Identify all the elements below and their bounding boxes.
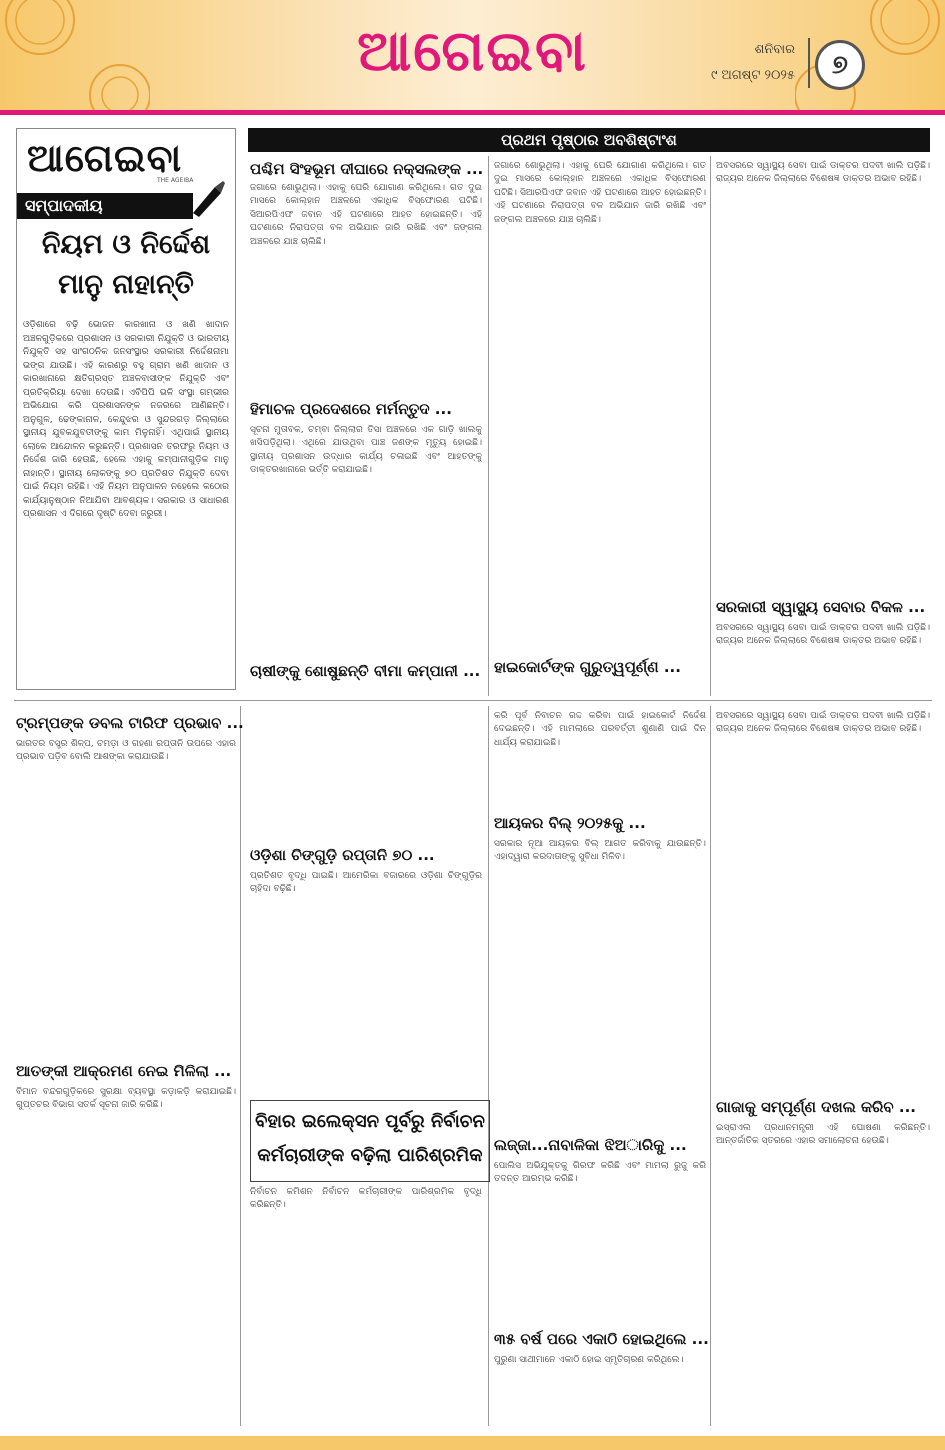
story-body: ସୂଚନା ମୁତାବକ, ଚମ୍ବା ଜିଲ୍ଲାର ତିସା ଅଞ୍ଚଳରେ ଏକ ଗାଡ଼ି ଖାଲକୁ ଖସିପଡ଼ିଥିଲା। ଏଥିରେ ଯାଉଥିବା ପାଞ୍ଚ ଜଣଙ୍କ ମୃତ୍ୟୁ ହୋଇଛି। ସ୍ଥାନୀୟ ପ୍ରଶାସନ ଉଦ୍ଧାର କାର୍ଯ୍ୟ ଚଳାଇଛି ଏବଂ ଆହତଙ୍କୁ ଡାକ୍ତରଖାନାରେ ଭର୍ତ୍ତି କରାଯାଇଛି। [250,425,482,476]
story-body: ଅବସରରେ ସ୍ୱାସ୍ଥ୍ୟ ସେବା ପାଇଁ ଡାକ୍ତର ପଦବୀ ଖାଲି ପଡ଼ିଛି। ରାଜ୍ୟର ଅନେକ ଜିଲ୍ଲାରେ ବିଶେଷଜ୍ଞ ଡାକ୍ତର ଅଭାବ ରହିଛି। [716,623,930,647]
newspaper-title: ଆଗେଇବା [357,18,588,84]
column-divider [710,706,711,1426]
story-headline: ପଶ୍ଚିମ ସିଂହଭୂମ ଦୀଘାରେ ନକ୍ସଲଙ୍କ ... [250,160,484,178]
editorial-logo: ଆଗେଇବା [27,135,183,180]
editorial-headline: ନିୟମ ଓ ନିର୍ଦ୍ଦେଶ ମାନୁ ନାହାନ୍ତି [41,229,211,300]
bihar-story-box [250,1100,490,1182]
story-body: ସରକାର ନୂଆ ଆୟକର ବିଲ୍ ଆଗତ କରିବାକୁ ଯାଉଛନ୍ତି। ଏହାଦ୍ୱାରା କରଦାତାଙ୍କୁ ସୁବିଧା ମିଳିବ। [494,839,706,863]
story-body: କରି ପୂର୍ବ ନିବାଚନ ରଦ୍ଦ କରିବା ପାଇଁ ହାଇକୋର୍ଟ ନିର୍ଦ୍ଦେଶ ଦେଇଛନ୍ତି। ଏହି ମାମଲାରେ ପରବର୍ତ୍ତୀ ଶୁଣାଣି ପାଇଁ ଦିନ ଧାର୍ଯ୍ୟ କରାଯାଇଛି। [494,711,706,748]
story-headline: ହିମାଚଳ ପ୍ରଦେଶରେ ମର୍ମନ୍ତୁଦ ... [250,400,452,418]
editorial-box [16,128,236,690]
story-body: ଭାରତର ବସ୍ତ୍ର ଶିଳ୍ପ, ଚମଡ଼ା ଓ ଗହଣା ରପ୍ତାନି ଉପରେ ଏହାର ପ୍ରଭାବ ପଡ଼ିବ ବୋଲି ଆଶଙ୍କା କରାଯାଉଛି। [16,739,236,763]
section-title: ପ୍ରଥମ ପୃଷ୍ଠାର ଅବଶିଷ୍ଟାଂଶ [248,128,930,152]
story-headline: ଲଜ୍ଜା...ନାବାଳିକା ଝିଅାରିକୁ ... [494,1136,687,1154]
story-body: ଅବସରରେ ସ୍ୱାସ୍ଥ୍ୟ ସେବା ପାଇଁ ଡାକ୍ତର ପଦବୀ ଖାଲି ପଡ଼ିଛି। ରାଜ୍ୟର ଅନେକ ଜିଲ୍ଲାରେ ବିଶେଷଜ୍ଞ ଡାକ୍ତର ଅଭାବ ରହିଛି। [716,711,930,735]
story-body: ଇସ୍ରାଏଲ ପ୍ରଧାନମନ୍ତ୍ରୀ ଏହି ଘୋଷଣା କରିଛନ୍ତି। ଆନ୍ତର୍ଜାତିକ ସ୍ତରରେ ଏହାର ସମାଲୋଚନା ହେଉଛି। [716,1123,930,1147]
story-body: ଜଗାରେ ଶୋଭୁଥିଲା। ଏହାକୁ ଘେରି ଯୋଗାଣ କରିଥିଲେ। ଗତ ଦୁଇ ମାସରେ କୋଲ୍ହାନ ଅଞ୍ଚଳରେ ଏକାଧିକ ବିସ୍ଫୋରଣ ଘଟିଛି। ସିଆରପିଏଫ ଜବାନ ଏହି ଘଟଣାରେ ଆହତ ହୋଇଛନ୍ତି। ଏହି ଘଟଣାରେ ନିରାପତ୍ତା ବଳ ଅଭିଯାନ ଜାରି ରଖିଛି ଏବଂ ଜଙ୍ଗଲ ଅଞ୍ଚଳରେ ଯାଞ୍ଚ ଚାଲିଛି। [494,161,706,225]
story-headline: ୩୫ ବର୍ଷ ପରେ ଏକାଠି ହୋଇଥିଲେ ... [494,1330,709,1348]
story-headline: ଟ୍ରମ୍ପଙ୍କ ଡବଲ ଟାରିଫ ପ୍ରଭାବ ... [16,714,244,732]
column-divider [240,706,241,1426]
story-headline: ଚାଷୀଙ୍କୁ ଶୋଷୁଛନ୍ତି ବୀମା କମ୍ପାନୀ ... [250,662,481,680]
editorial-body: ଓଡ଼ିଶାରେ ବଢ଼ି ଭୋଜନ କାରଖାନା ଓ ଖଣି ଖାଦାନ ଅଞ୍ଚଳଗୁଡ଼ିକରେ ପ୍ରଶାସନ ଓ ସରକାରୀ ନିଯୁକ୍ତି ଓ ଭାରତୀୟ ନିଯୁକ୍ତି ସହ ସାଂଗଠନିକ ଜନସଂସ୍ଥାର ସରକାରୀ ନିର୍ଦ୍ଦେଶନାମା ଭଙ୍ଗ ଯାଉଛି। ଏହି କାରଣରୁ ବହୁ ଗ୍ରାମ ଖଣି ଖାଦାନ ଓ କାରଖାନାରେ କ୍ଷତିଗ୍ରସ୍ତ ଅଞ୍ଚଳବାସୀଙ୍କ ନିଯୁକ୍ତି ଏବଂ ପ୍ରତିକ୍ରିୟା ଦେଖା ଦେଉଛି। ଏବିପିପି ଭଳି ସଂସ୍ଥା ଗମ୍ଭୀର ଅଭିଯୋଗ କରି ପ୍ରଶାସନଙ୍କ ନଜରରେ ଆଣିଛନ୍ତି। ଅନୁଗୁଳ, ଢେଙ୍କାନାଳ, କେନ୍ଦୁଝର ଓ ସୁନ୍ଦରଗଡ଼ ଜିଲ୍ଲାରେ ସ୍ଥାନୀୟ ଯୁବକଯୁବତୀଙ୍କୁ କାମ ମିଳୁନାହିଁ। ଏଥିପାଇଁ ସ୍ଥାନୀୟ ଲୋକେ ଆନ୍ଦୋଳନ କରୁଛନ୍ତି। ପ୍ରଶାସନ ତରଫରୁ ନିୟମ ଓ ନିର୍ଦ୍ଦେଶ ଜାରି ହେଉଛି, ହେଲେ ଏହାକୁ କମ୍ପାନୀଗୁଡ଼ିକ ମାନୁ ନାହାନ୍ତି। ସ୍ଥାନୀୟ ଲୋକଙ୍କୁ ୭୦ ପ୍ରତିଶତ ନିଯୁକ୍ତି ଦେବା ପାଇଁ ନିୟମ ରହିଛି। ଏହି ନିୟମ ଅନୁପାଳନ ନହେଲେ କଠୋର କାର୍ଯ୍ୟାନୁଷ୍ଠାନ ନିଆଯିବା ଆବଶ୍ୟକ। ସରକାର ଓ ସାଧାରଣ ପ୍ରଶାସନ ଏ ଦିଗରେ ଦୃଷ୍ଟି ଦେବା ଜରୁରୀ। [23,320,229,519]
page-number: ୭ [815,40,865,90]
story-headline: ଆତଙ୍କୀ ଆକ୍ରମଣ ନେଇ ମିଳିଲା ... [16,1062,232,1080]
editorial-logo-sub: THE AGEIBA [157,177,194,184]
column-divider [710,156,711,696]
masthead-separator [808,38,810,88]
story-headline: ଆୟକର ବିଲ୍ ୨୦୨୫କୁ ... [494,814,646,832]
story-headline: ଗାଜାକୁ ସମ୍ପୂର୍ଣ୍ଣ ଦଖଲ କରିବ ... [716,1098,916,1116]
story-body: ବିମାନ ବନ୍ଦରଗୁଡ଼ିକରେ ସୁରକ୍ଷା ବ୍ୟବସ୍ଥା କଡ଼ାକଡ଼ି କରାଯାଇଛି। ଗୁପ୍ତଚର ବିଭାଗ ସତର୍କ ସୂଚନା ଜାରି କରିଛି। [16,1087,236,1111]
issue-day: ଶନିବାର [754,42,795,57]
story-headline: ହାଇକୋର୍ଟଙ୍କ ଗୁରୁତ୍ୱପୂର୍ଣ୍ଣ ... [494,658,681,676]
editorial-label: ସମ୍ପାଦକୀୟ [17,193,193,219]
masthead [0,0,945,110]
masthead-rule [0,110,945,115]
horizontal-divider [14,700,932,701]
story-body: ଜଗାରେ ଶୋଭୁଥିଲା। ଏହାକୁ ଘେରି ଯୋଗାଣ କରିଥିଲେ। ଗତ ଦୁଇ ମାସରେ କୋଲ୍ହାନ ଅଞ୍ଚଳରେ ଏକାଧିକ ବିସ୍ଫୋରଣ ଘଟିଛି। ସିଆରପିଏଫ ଜବାନ ଏହି ଘଟଣାରେ ଆହତ ହୋଇଛନ୍ତି। ଏହି ଘଟଣାରେ ନିରାପତ୍ତା ବଳ ଅଭିଯାନ ଜାରି ରଖିଛି ଏବଂ ଜଙ୍ଗଲ ଅଞ୍ଚଳରେ ଯାଞ୍ଚ ଚାଲିଛି। [250,183,482,247]
bihar-story-body: ନିର୍ବାଚନ କମିଶନ ନିର୍ବାଚନ କର୍ମଚାରୀଙ୍କ ପାରିଶ୍ରମିକ ବୃଦ୍ଧି କରିଛନ୍ତି। [250,1187,482,1211]
story-body: ଅବସରରେ ସ୍ୱାସ୍ଥ୍ୟ ସେବା ପାଇଁ ଡାକ୍ତର ପଦବୀ ଖାଲି ପଡ଼ିଛି। ରାଜ୍ୟର ଅନେକ ଜିଲ୍ଲାରେ ବିଶେଷଜ୍ଞ ଡାକ୍ତର ଅଭାବ ରହିଛି। [716,161,930,185]
story-body: ପୁରୁଣା ସାଥୀମାନେ ଏକାଠି ହୋଇ ସ୍ମୃତିଚାରଣ କରିଥିଲେ। [494,1355,684,1365]
story-body: ପ୍ରତିଶତ ବୃଦ୍ଧି ପାଇଛି। ଆମେରିକା ବଜାରରେ ଓଡ଼ିଶା ଚିଙ୍ଗୁଡ଼ିର ଚାହିଦା ବଢ଼ିଛି। [250,871,482,895]
story-headline: ଓଡ଼ିଶା ଚିଙ୍ଗୁଡ଼ି ରପ୍ତାନି ୭୦ ... [250,846,435,864]
column-divider [488,156,489,696]
fountain-pen-icon [187,177,229,219]
bihar-headline: ବିହାର ଇଲେକ୍ସନ ପୂର୍ବରୁ ନିର୍ବାଚନ କର୍ମଚାରୀଙ୍କ ବଢ଼ିଲା ପାରିଶ୍ରମିକ [255,1111,485,1166]
footer-rule [0,1436,945,1450]
column-divider [488,706,489,1426]
story-body: ପୋଲିସ ଅଭିଯୁକ୍ତକୁ ଗିରଫ କରିଛି ଏବଂ ମାମଲା ରୁଜୁ କରି ତଦନ୍ତ ଆରମ୍ଭ କରିଛି। [494,1161,706,1185]
story-headline: ସରକାରୀ ସ୍ୱାସ୍ଥ୍ୟ ସେବାର ବିକଳ ... [716,598,926,616]
issue-date: ୯ ଅଗଷ୍ଟ ୨୦୨୫ [710,68,795,83]
